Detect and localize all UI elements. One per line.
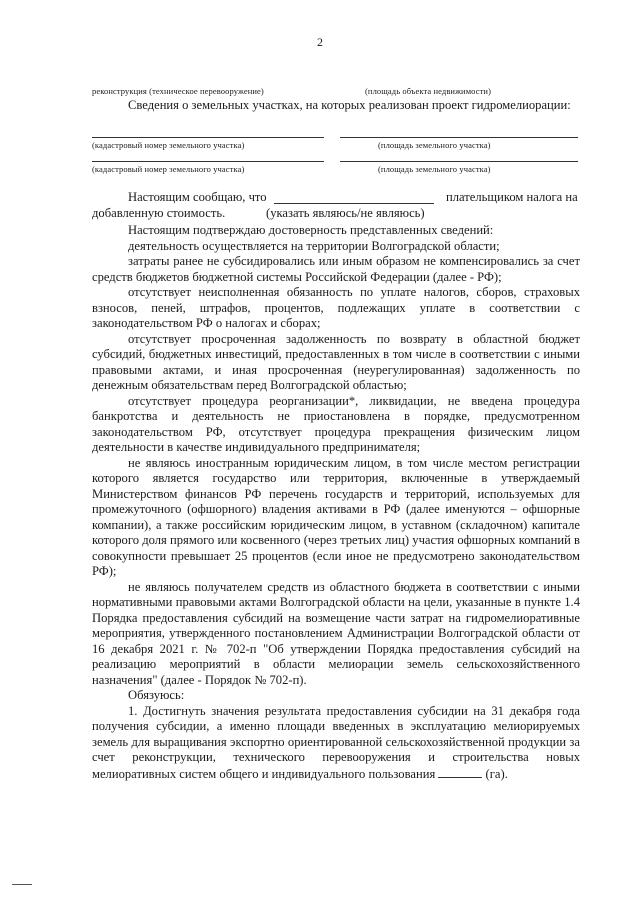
paragraph: не являюсь получателем средств из областного бюджета в соответствии с иными нормативными правовыми актами Волгоградской области на цели, указанные в пункте 1.4 Порядка предоставления субсидий на возмещение части затрат на гидромелиоративные мероприятия, утвержденного постановлением Администрации Волгоградской области от 16 декабря 2021 г. № 702-п "Об утверждении Порядка предоставления субсидий на реализацию мероприятий в области мелиорации земель сельскохозяйственного назначения" (далее - Порядок № 702-п). <box>92 579 580 687</box>
paragraph: отсутствует процедура реорганизации*, ликвидации, не введена процедура банкротства и деятельность не приостановлена в порядке, предусмотренном законодательством РФ, отсутствует процедура прекращения физическим лицом деятельности в качестве индивидуального предпринимателя; <box>92 393 580 454</box>
cadastral-number-line-1 <box>92 137 324 138</box>
land-info-paragraph: Сведения о земельных участках, на которых реализован проект гидромелиорации: <box>128 98 571 112</box>
paragraph: отсутствует неисполненная обязанность по уплате налогов, сборов, страховых взносов, пеней, штрафов, процентов, подлежащих уплате в соответствии с законодательством РФ о налогах и сборах; <box>92 285 580 330</box>
page-number: 2 <box>317 35 323 49</box>
vat-prefix: Настоящим сообщаю, что <box>128 190 267 204</box>
land-area-label-2: (площадь земельного участка) <box>378 164 491 174</box>
obligations-heading: Обязуюсь: <box>128 688 185 702</box>
paragraph: деятельность осуществляется на территории Волгоградской области; <box>128 238 500 253</box>
reconstruction-label: реконструкция (техническое перевооружение) <box>92 86 264 96</box>
vat-suffix: плательщиком налога на <box>446 190 578 204</box>
paragraph: отсутствует просроченная задолженность по возврату в областной бюджет субсидий, бюджетных инвестиций, предоставленных в том числе в соответствии с иными правовыми актами, и иная просроченная (неурегулированная) задолженность по денежным обязательствам перед Волгоградской областью; <box>92 331 580 392</box>
paragraph: затраты ранее не субсидировались или иным образом не компенсировались за счет средств бюджетов бюджетной системы Российской Федерации (далее - РФ); <box>92 254 580 284</box>
cadastral-label-2: (кадастровый номер земельного участка) <box>92 164 245 174</box>
land-area-line-1 <box>340 137 578 138</box>
vat-status-line <box>274 203 434 204</box>
paragraph: Настоящим подтверждаю достоверность представленных сведений: <box>128 223 494 237</box>
land-area-line-2 <box>340 161 578 162</box>
cadastral-label-1: (кадастровый номер земельного участка) <box>92 140 245 150</box>
obligation-1: 1. Достигнуть значения результата предоставления субсидии на 31 декабря года получения субсидии, а именно площади введенных в эксплуатацию мелиорируемых земель для выращивания экспортно ориентированной сельскохозяйственной продукции за счет реконструкции, технического перевооружения и строительства новых мелиоративных систем общего и индивидуального пользования (га). <box>92 703 580 781</box>
property-area-label: (площадь объекта недвижимости) <box>365 86 492 96</box>
vat-hint: (указать являюсь/не являюсь) <box>266 206 425 220</box>
area-value-line <box>438 766 482 778</box>
land-area-label-1: (площадь земельного участка) <box>378 140 491 150</box>
body-text <box>92 223 580 782</box>
margin-mark <box>12 884 32 885</box>
vat-line-2: добавленную стоимость. <box>92 206 226 220</box>
cadastral-number-line-2 <box>92 161 324 162</box>
paragraph: не являюсь иностранным юридическим лицом, в том числе местом регистрации которого является государство или территория, включенные в утверждаемый Министерством финансов РФ перечень государств и территорий, используемых для промежуточного (офшорного) владения активами в РФ (далее именуются – офшорные компании), а также российским юридическим лицом, в уставном (складочном) капитале которого доля прямого или косвенного (через третьих лиц) участия офшорных компаний в совокупности превышает 25 процентов (если иное не предусмотрено законодательством РФ); <box>92 455 580 578</box>
